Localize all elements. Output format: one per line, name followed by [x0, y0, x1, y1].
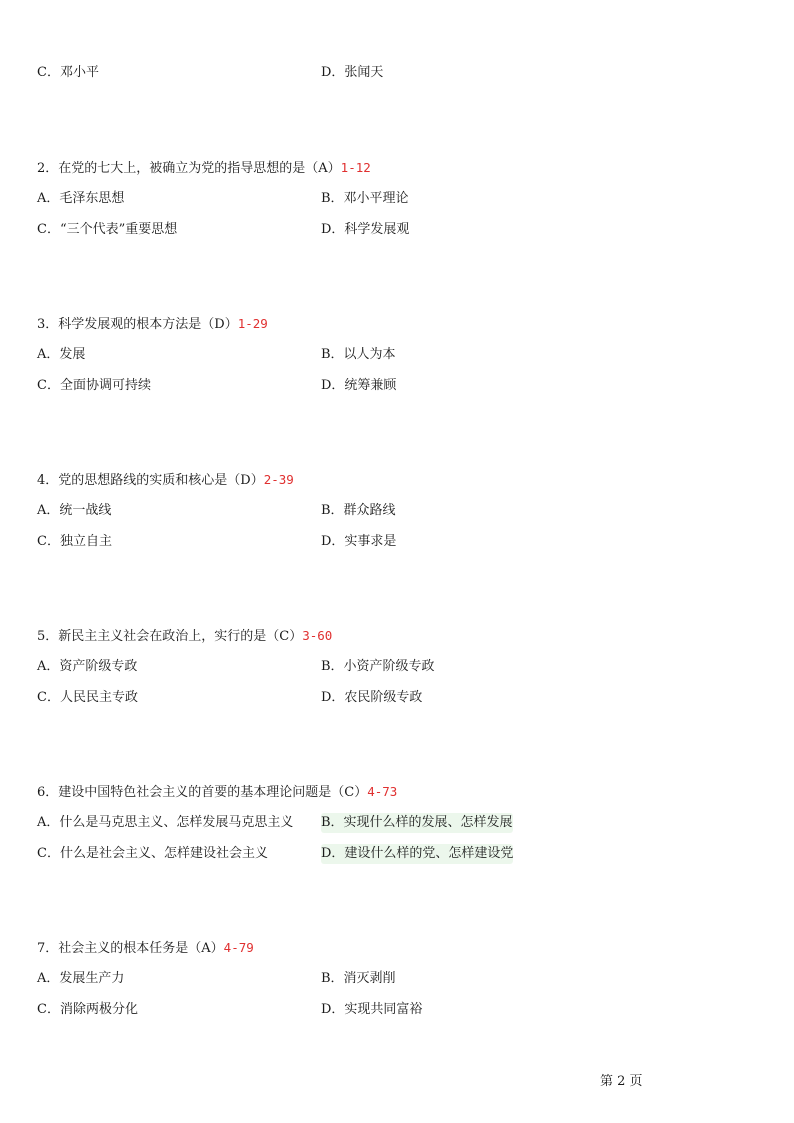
q7-option-a: A．发展生产力 [37, 971, 125, 986]
q4-option-d: D．实事求是 [321, 534, 397, 549]
q5-option-d: D．农民阶级专政 [321, 690, 423, 705]
q6-stem-text: 6．建设中国特色社会主义的首要的基本理论问题是（C） [37, 785, 368, 800]
q2-option-a: A．毛泽东思想 [37, 191, 125, 206]
q3-option-b: B．以人为本 [321, 347, 396, 362]
page-number: 第 2 页 [600, 1074, 643, 1089]
q7-stem-text: 7．社会主义的根本任务是（A） [37, 941, 224, 956]
q4-option-a: A．统一战线 [37, 503, 112, 518]
q5-stem-text: 5．新民主主义社会在政治上，实行的是（C） [37, 629, 303, 644]
q5-reference: 3-60 [302, 628, 333, 643]
q3-option-a: A．发展 [37, 347, 86, 362]
q6-option-d: D．建设什么样的党、怎样建设党 [321, 844, 513, 864]
q2-option-d: D．科学发展观 [321, 222, 410, 237]
q4-option-c: C．独立自主 [37, 534, 112, 549]
q5-stem [37, 626, 332, 646]
q2-stem [37, 158, 371, 178]
q7-option-c: C．消除两极分化 [37, 1002, 138, 1017]
q3-reference: 1-29 [237, 316, 268, 331]
q6-option-a: A．什么是马克思主义、怎样发展马克思主义 [37, 815, 294, 830]
q5-option-c: C．人民民主专政 [37, 690, 138, 705]
q6-stem [37, 782, 397, 802]
q3-option-d: D．统筹兼顾 [321, 378, 397, 393]
q6-reference: 4-73 [367, 784, 398, 799]
q6-option-b: B．实现什么样的发展、怎样发展 [321, 813, 513, 833]
q2-reference: 1-12 [340, 160, 371, 175]
q2-stem-text: 2．在党的七大上，被确立为党的指导思想的是（A） [37, 161, 341, 176]
q7-option-b: B．消灭剥削 [321, 971, 396, 986]
q5-option-b: B．小资产阶级专政 [321, 659, 435, 674]
q6-option-c: C．什么是社会主义、怎样建设社会主义 [37, 846, 268, 861]
q3-option-c: C．全面协调可持续 [37, 378, 151, 393]
q1-option-c: C．邓小平 [37, 65, 99, 80]
q5-option-a: A．资产阶级专政 [37, 659, 138, 674]
q4-stem [37, 470, 294, 490]
q2-option-c: C．“三个代表”重要思想 [37, 222, 178, 237]
q7-reference: 4-79 [223, 940, 254, 955]
q2-option-b: B．邓小平理论 [321, 191, 409, 206]
q1-option-d: D．张闻天 [321, 65, 384, 80]
q4-reference: 2-39 [263, 472, 294, 487]
q3-stem-text: 3．科学发展观的根本方法是（D） [37, 317, 238, 332]
q4-stem-text: 4．党的思想路线的实质和核心是（D） [37, 473, 264, 488]
q4-option-b: B．群众路线 [321, 503, 396, 518]
q3-stem [37, 314, 268, 334]
q7-stem [37, 938, 254, 958]
q7-option-d: D．实现共同富裕 [321, 1002, 423, 1017]
